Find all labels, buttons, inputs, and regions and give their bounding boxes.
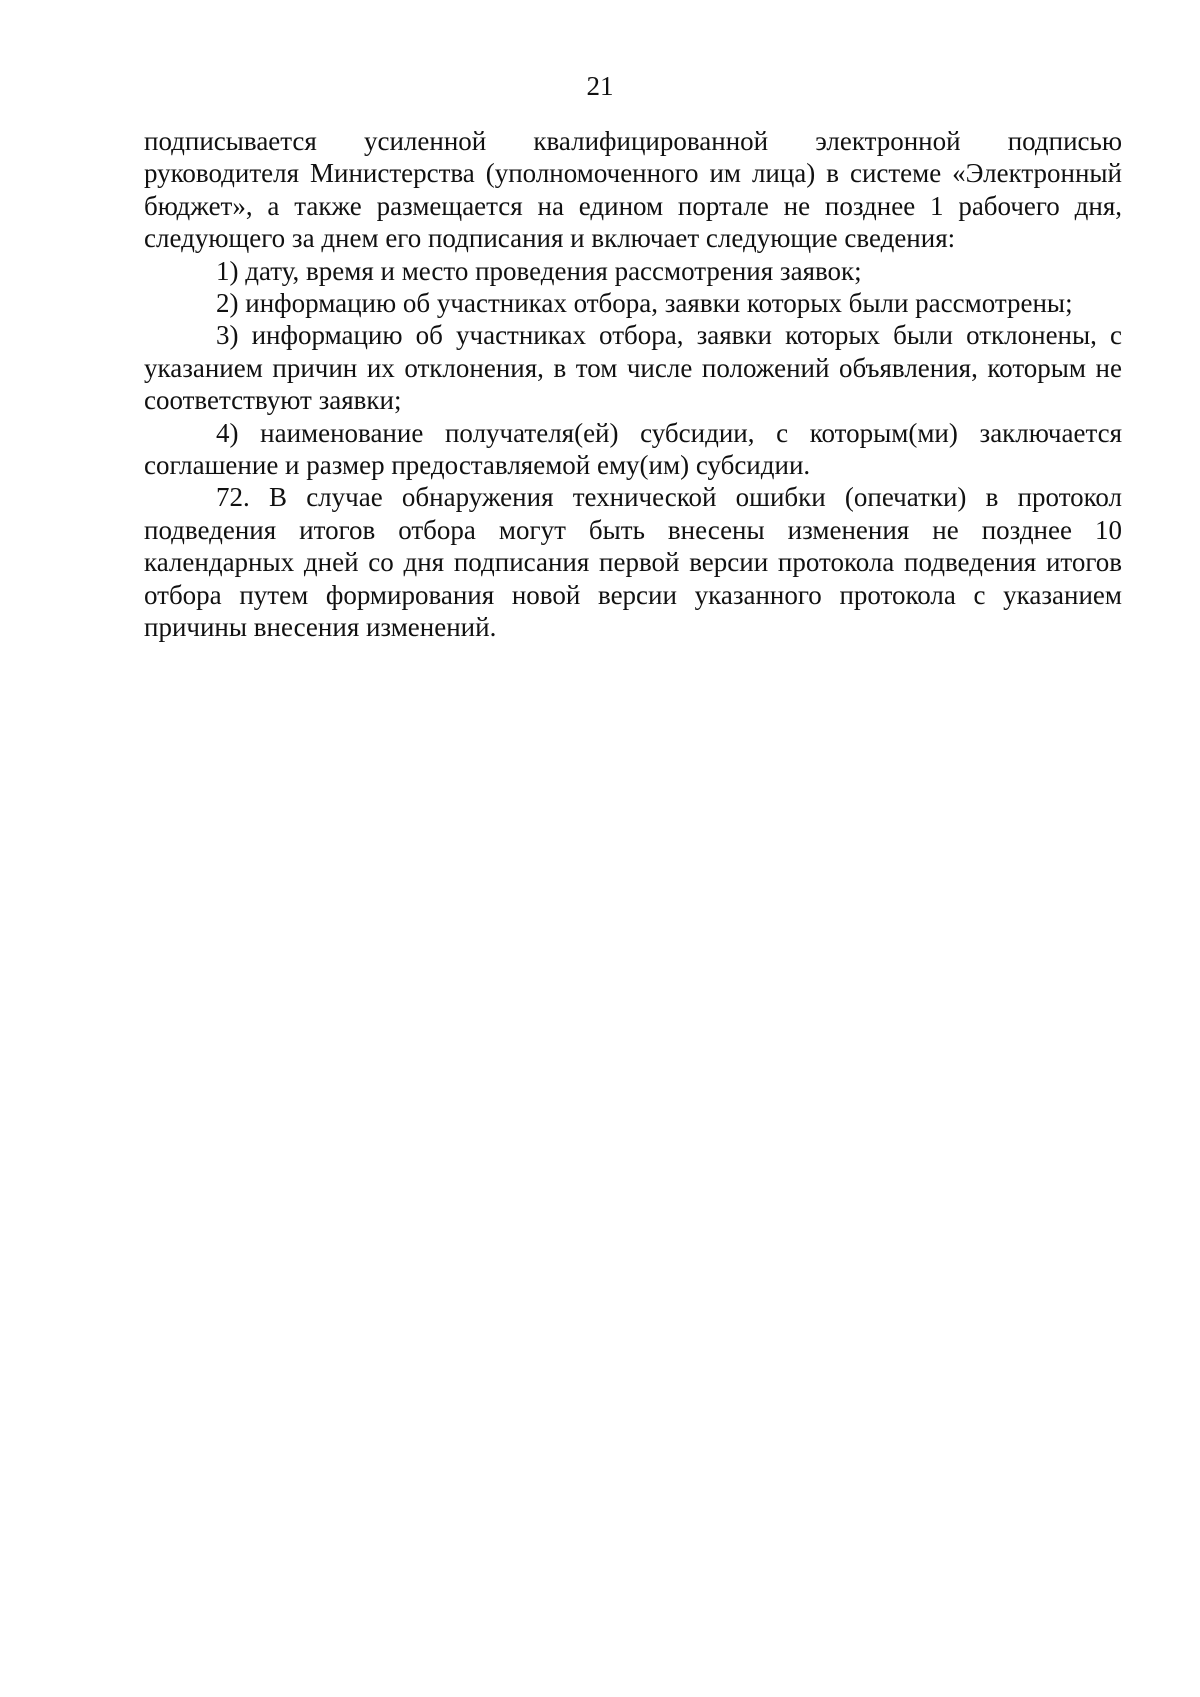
list-item-3: 3) информацию об участниках отбора, заявки которых были отклонены, с указанием причин их отклонения, в том числе положений объявления, которым не соответствуют заявки; [144,320,1122,416]
paragraph-continuation: подписывается усиленной квалифицированной электронной подписью руководителя Министерства (уполномоченного им лица) в системе «Электронный бюджет», а также размещается на едином портале не позднее 1 рабочего дня, следующего за днем его подписания и включает следующие сведения: [144,126,1122,254]
page-number: 21 [586,71,614,101]
list-item-4: 4) наименование получателя(ей) субсидии, с которым(ми) заключается соглашение и размер предоставляемой ему(им) субсидии. [144,417,1122,481]
list-item-1: 1) дату, время и место проведения рассмотрения заявок; [216,255,862,286]
list-item-2: 2) информацию об участниках отбора, заявки которых были рассмотрены; [216,288,1073,319]
paragraph-72: 72. В случае обнаружения технической ошибки (опечатки) в протокол подведения итогов отбора могут быть внесены изменения не позднее 10 календарных дней со дня подписания первой версии протокола подведения итогов отбора путем формирования новой версии указанного протокола с указанием причины внесения изменений. [144,482,1122,643]
document-body [144,125,1122,644]
